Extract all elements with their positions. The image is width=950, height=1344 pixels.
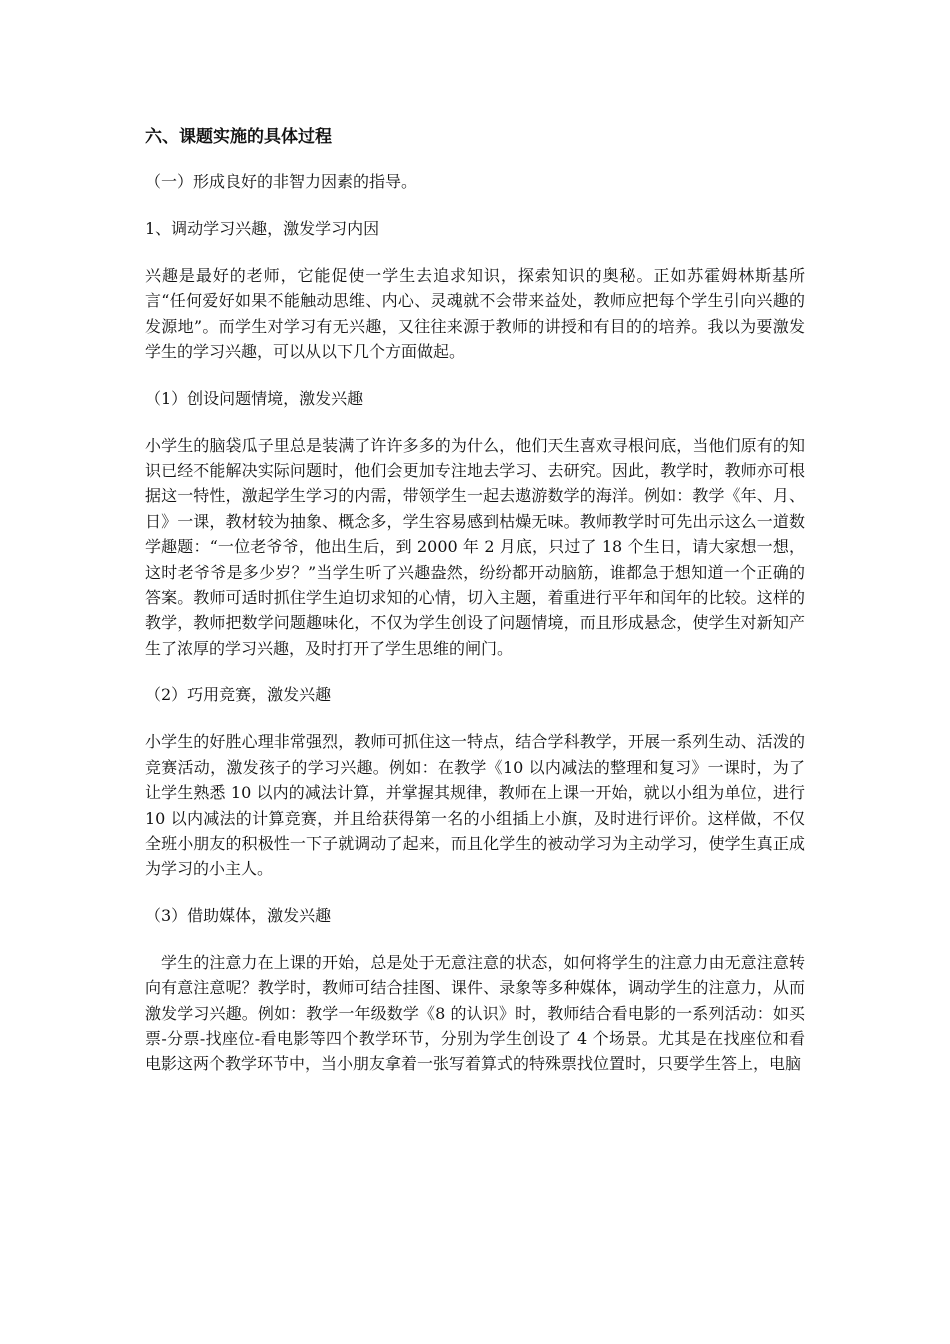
item-3-paragraph: 学生的注意力在上课的开始，总是处于无意注意的状态，如何将学生的注意力由无意注意转向有意注意呢？教学时，教师可结合挂图、课件、录象等多种媒体，调动学生的注意力，从而激发学习兴趣。例如：教学一年级数学《8 的认识》时，教师结合看电影的一系列活动：如买票-分票-找座位-看电影等四个教学环节，分别为学生创设了 4 个场景。尤其是在找座位和看电影这两个教学环节中，当小朋友拿着一张写着算式的特殊票找位置时，只要学生答上，电脑 [145, 952, 805, 1074]
item-1-paragraph: 小学生的脑袋瓜子里总是装满了许许多多的为什么，他们天生喜欢寻根问底，当他们原有的知识已经不能解决实际问题时，他们会更加专注地去学习、去研究。因此，教学时，教师亦可根据这一特性，激起学生学习的内需，带领学生一起去遨游数学的海洋。例如：教学《年、月、日》一课，教材较为抽象、概念多，学生容易感到枯燥无味。教师教学时可先出示这么一道数学趣题：“一位老爷爷，他出生后，到 2000 年 2 月底，只过了 18 个生日，请大家想一想，这时老爷爷是多少岁？”当学生听了兴趣盎然，纷纷都开动脑筋，谁都急于想知道一个正确的答案。教师可适时抓住学生迫切求知的心情，切入主题，着重进行平年和闰年的比较。这样的教学，教师把数学问题趣味化，不仅为学生创设了问题情境，而且形成悬念，使学生对新知产生了浓厚的学习兴趣，及时打开了学生思维的闸门。 [145, 435, 805, 658]
item-2-heading: （2）巧用竞赛，激发兴趣 [145, 685, 332, 705]
point-heading: 1、调动学习兴趣，激发学习内因 [145, 219, 380, 238]
subsection-heading: （一）形成良好的非智力因素的指导。 [145, 172, 418, 191]
intro-paragraph: 兴趣是最好的老师，它能促使一学生去追求知识，探索知识的奥秘。正如苏霍姆林斯基所言“任何爱好如果不能触动思维、内心、灵魂就不会带来益处，教师应把每个学生引向兴趣的发源地”。而学生对学习有无兴趣，又往往来源于教师的讲授和有目的的培养。我以为要激发学生的学习兴趣，可以从以下几个方面做起。 [145, 266, 805, 362]
item-2-paragraph: 小学生的好胜心理非常强烈，教师可抓住这一特点，结合学科教学，开展一系列生动、活泼的竞赛活动，激发孩子的学习兴趣。例如：在教学《10 以内减法的整理和复习》一课时，为了让学生熟悉 10 以内的减法计算，并掌握其规律，教师在上课一开始，就以小组为单位，进行 10 以内减法的计算竞赛，并且给获得第一名的小组插上小旗，及时进行评价。这样做，不仅全班小朋友的积极性一下子就调动了起来，而且化学生的被动学习为主动学习，使学生真正成为学习的小主人。 [145, 732, 805, 879]
document-body [145, 123, 805, 1098]
item-3-heading: （3）借助媒体，激发兴趣 [145, 905, 332, 925]
item-1-heading: （1）创设问题情境，激发兴趣 [145, 388, 364, 408]
section-title: 六、课题实施的具体过程 [145, 127, 332, 147]
